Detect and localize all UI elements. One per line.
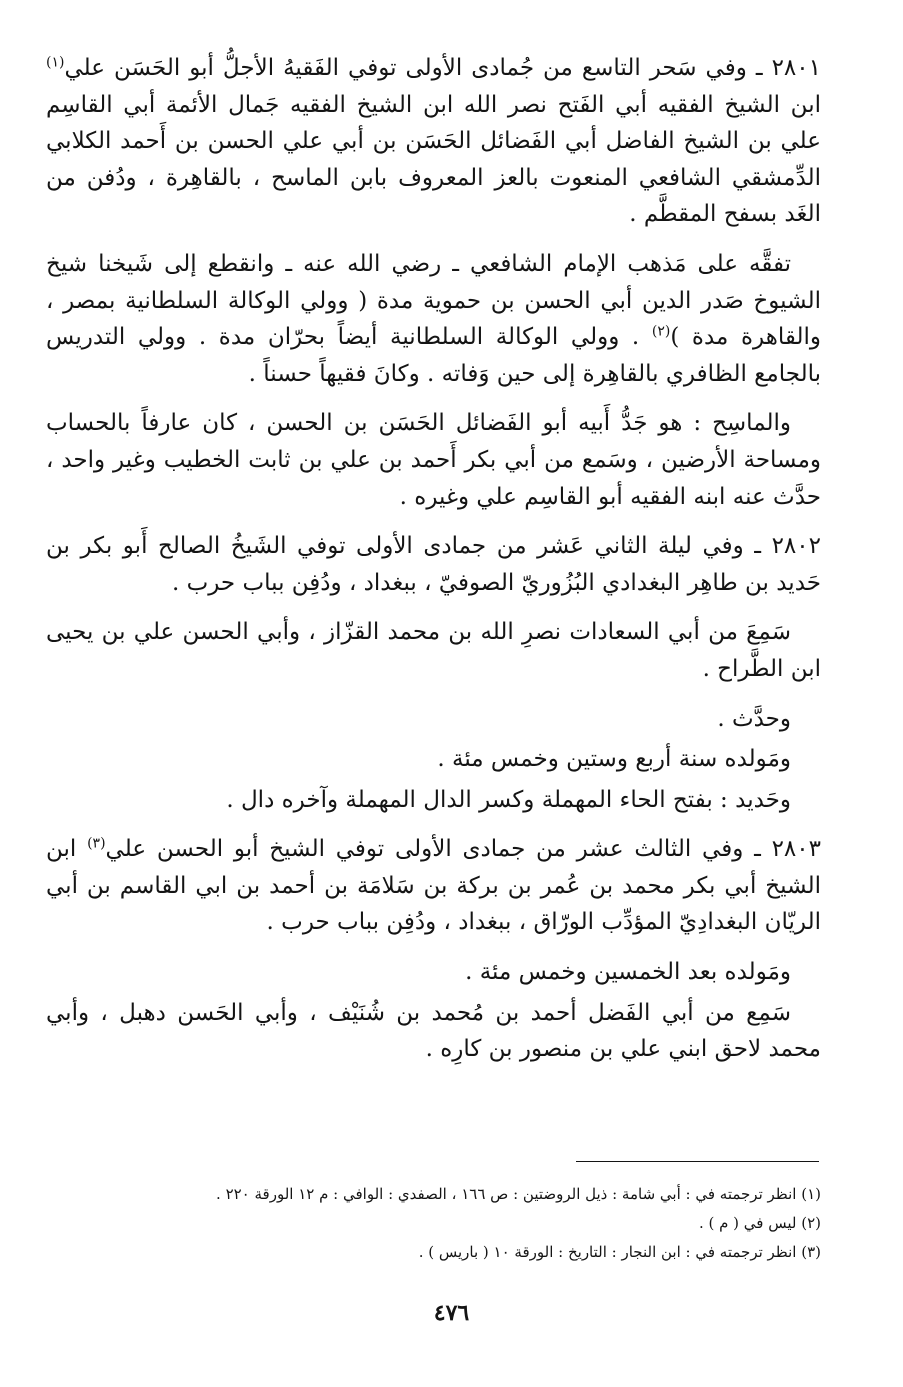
entry-2802-p3 [46, 701, 821, 738]
entry-2801-p2 [46, 246, 821, 392]
entry-2803-p3 [46, 995, 821, 1068]
entry-2801-p3 [46, 405, 821, 515]
entry-2802-p5-text: وحَديد : بفتح الحاء المهملة وكسر الدال المهملة وآخره دال . [226, 786, 791, 813]
footnote-ref-2: (٢) [651, 323, 671, 340]
entry-2803-text: ٢٨٠٣ ـ وفي الثالث عشر من جمادى الأولى توفي الشيخ أبو الحسن علي [105, 836, 821, 863]
footnotes [51, 1180, 821, 1267]
entry-2802-p2 [46, 614, 821, 687]
entry-2801-p2-text: تفقَّه على مَذهب الإمام الشافعي ـ رضي الله عنه ـ وانقطع إلى شَيخنا شيخ الشيوخ صَدر الدين أبي الحسن بن حموية مدة ( وولي الوكالة السلطانية بمصر ، والقاهرة مدة ) [46, 250, 821, 351]
footnote-2: (٢) ليس في ( م ) . [698, 1214, 821, 1232]
entry-2801-p1 [46, 50, 821, 233]
footnote-ref-1: (١) [46, 54, 65, 71]
entry-2801-p2-rest: . وولي الوكالة السلطانية أيضاً بحرّان مدة . وولي التدريس بالجامع الظافري بالقاهِرة إلى حين وَفاته . وكانَ فقيهاً حسناً . [46, 324, 821, 387]
entry-2802-p5 [46, 782, 821, 819]
entry-2802-p1 [46, 528, 821, 601]
entry-2802-p3-text: وحدَّث . [717, 705, 791, 732]
page-number: ٤٧٦ [433, 1300, 470, 1326]
entry-2801-text: ٢٨٠١ ـ وفي سَحر التاسع من جُمادى الأولى توفي الفَقيهُ الأجلُّ أبو الحَسَن علي [64, 55, 821, 81]
entry-2803-p2-text: ومَولده بعد الخمسين وخمس مئة . [465, 959, 791, 986]
entry-2802-p2-text: سَمِعَ من أبي السعادات نصرِ الله بن محمد القزّاز ، وأبي الحسن علي بن يحيى ابن الطَّراح . [46, 619, 821, 682]
footnote-divider [576, 1161, 819, 1162]
entry-2803-p3-text: سَمِع من أبي الفَضل أحمد بن مُحمد بن شُنَيْف ، وأبي الحَسن دهبل ، وأبي محمد لاحق ابني علي بن منصور بن كارِه . [46, 999, 821, 1063]
entry-2801-p3-text: والماسِح : هو جَدُّ أَبيه أبو الفَضائل الحَسَن بن الحسن ، كان عارفاً بالحساب ومساحة الأرضين ، وسَمع من أبي بكر أَحمد بن علي بن ثابت الخطيب وغير واحد ، حدَّث عنه ابنه الفقيه أبو القاسِم علي وغيره . [46, 410, 821, 510]
entry-2802-p4 [46, 741, 821, 778]
entry-2801-text-rest: ابن الشيخ الفقيه أبي الفَتح نصر الله ابن الشيخ الفقيه جَمال الأئمة أبي القاسِم علي بن الشيخ الفاضل أبي الفَضائل الحَسَن بن أبي علي الحسن بن أَحمد الكلابي الدِّمشقي الشافعي المنعوت بالعز المعروف بابن الماسح ، بالقاهِرة ، ودُفن من الغَد بسفح المقطَّم . [46, 91, 821, 228]
footnote-3: (٣) انظر ترجمته في : ابن النجار : التاريخ : الورقة ١٠ ( باريس ) . [418, 1243, 821, 1261]
main-text [46, 50, 821, 1068]
entry-2803-text-rest: ابن الشيخ أبي بكر محمد بن عُمر بن بركة بن سَلامَة بن أحمد بن ابي القاسم بن أبي الريّان البغدادِيّ المؤدِّب الورّاق ، ببغداد ، ودُفِن بباب حرب . [46, 836, 821, 936]
entry-2802-text: ٢٨٠٢ ـ وفي ليلة الثاني عَشر من جمادى الأولى توفي الشَيخُ الصالح أَبو بكر بن حَديد بن طاهِر البغدادي البُزُوريّ الصوفيّ ، ببغداد ، ودُفِن بباب حرب . [46, 533, 821, 596]
entry-2802-p4-text: ومَولده سنة أربع وستين وخمس مئة . [437, 746, 791, 773]
footnote-ref-3: (٣) [87, 835, 106, 852]
entry-2803-p1 [46, 831, 821, 941]
footnote-1: (١) انظر ترجمته في : أبي شامة : ذيل الروضتين : ص ١٦٦ ، الصفدي : الوافي : م ١٢ الورقة ٢٢٠ . [216, 1185, 821, 1203]
entry-2803-p2 [46, 954, 821, 991]
